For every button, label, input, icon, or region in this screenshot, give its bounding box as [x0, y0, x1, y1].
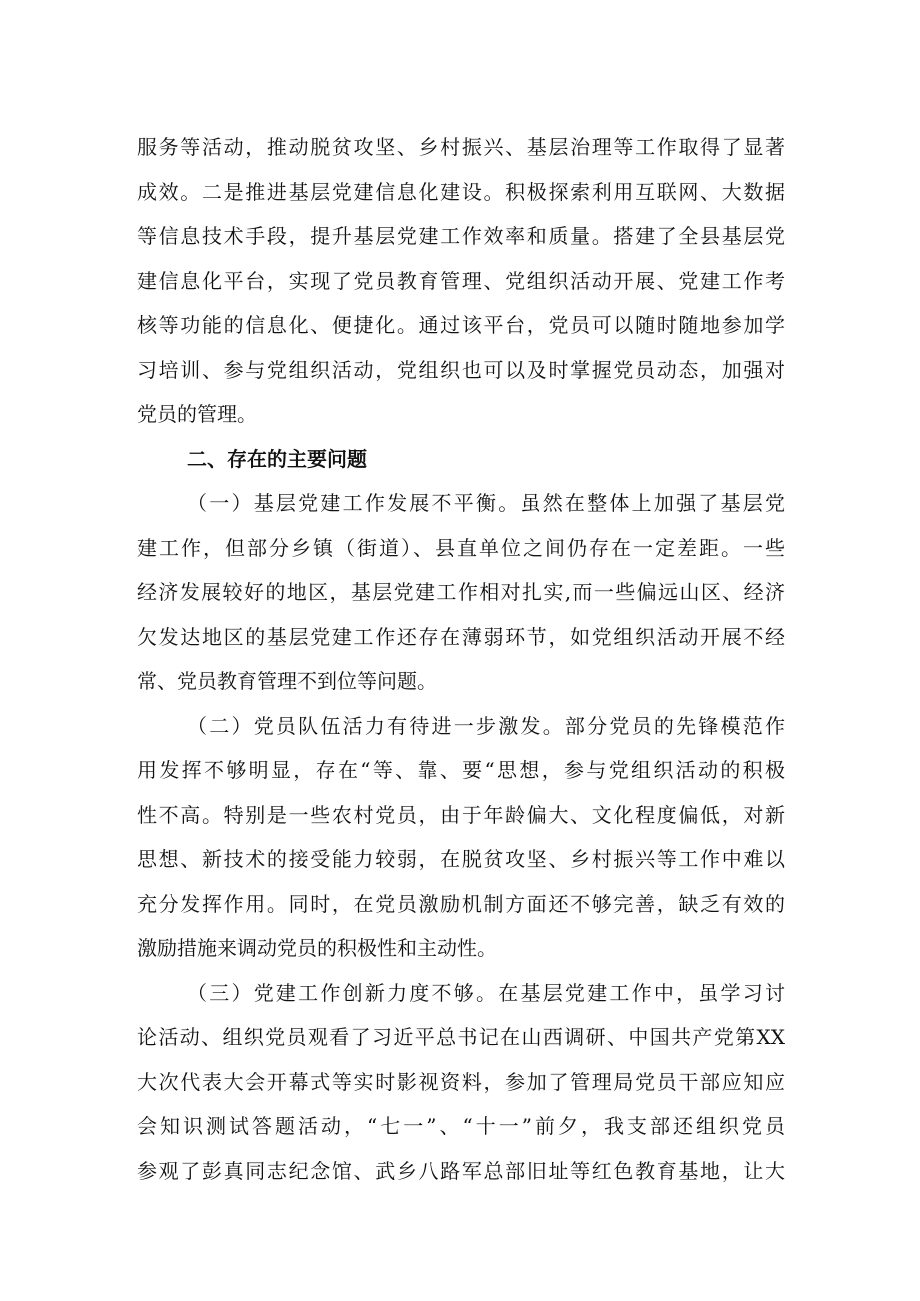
text-line: 建工作，但部分乡镇（街道）、县直单位之间仍存在一定差距。一些 — [137, 535, 785, 560]
text-line: 核等功能的信息化、便捷化。通过该平台，党员可以随时随地参加学 — [137, 313, 785, 337]
text-line: 性不高。特别是一些农村党员，由于年龄偏大、文化程度偏低，对新 — [137, 802, 785, 827]
paragraph-continuation — [137, 125, 785, 437]
text-line: 激励措施来调动党员的积极性和主动性。 — [137, 936, 497, 960]
text-line: 充分发挥作用。同时，在党员激励机制方面还不够完善，缺乏有效的 — [137, 891, 785, 916]
text-line: 经济发展较好的地区，基层党建工作相对扎实,而一些偏远山区、经济 — [137, 580, 785, 604]
document-body — [137, 125, 785, 1193]
text-line: 服务等活动，推动脱贫攻坚、乡村振兴、基层治理等工作取得了显著 — [137, 135, 785, 159]
text-line: 大次代表大会开幕式等实时影视资料，参加了管理局党员干部应知应 — [137, 1069, 785, 1094]
text-line: 会知识测试答题活动，“七一”、“十一”前夕，我支部还组织党员 — [137, 1114, 785, 1138]
paragraph-issue-2 — [137, 704, 785, 971]
text-line: 欠发达地区的基层党建工作还存在薄弱环节，如党组织活动开展不经 — [137, 624, 785, 649]
text-line: 党员的管理。 — [137, 402, 257, 426]
text-line: 等信息技术手段，提升基层党建工作效率和质量。搭建了全县基层党 — [137, 224, 785, 248]
text-line: 论活动、组织党员观看了习近平总书记在山西调研、中国共产党第XX — [137, 1025, 785, 1049]
text-line: 思想、新技术的接受能力较弱，在脱贫攻坚、乡村振兴等工作中难以 — [137, 847, 785, 871]
text-line: 成效。二是推进基层党建信息化建设。积极探索利用互联网、大数据 — [137, 179, 785, 204]
paragraph-issue-1 — [137, 481, 785, 704]
section-heading — [137, 437, 785, 482]
paragraph-issue-3 — [137, 971, 785, 1194]
text-line: 建信息化平台，实现了党员教育管理、党组织活动开展、党建工作考 — [137, 268, 785, 293]
text-line: （二）党员队伍活力有待进一步激发。部分党员的先锋模范作 — [187, 713, 785, 738]
text-line: 常、党员教育管理不到位等问题。 — [137, 669, 437, 693]
text-line: 用发挥不够明显，存在“等、靠、要“思想，参与党组织活动的积极 — [137, 758, 785, 782]
text-line: （三）党建工作创新力度不够。在基层党建工作中，虽学习讨 — [187, 980, 785, 1005]
heading-text: 二、存在的主要问题 — [187, 446, 367, 471]
text-line: 习培训、参与党组织活动，党组织也可以及时掌握党员动态，加强对 — [137, 357, 785, 382]
text-line: （一）基层党建工作发展不平衡。虽然在整体上加强了基层党 — [187, 491, 785, 515]
text-line: 参观了彭真同志纪念馆、武乡八路军总部旧址等红色教育基地，让大 — [137, 1158, 785, 1183]
